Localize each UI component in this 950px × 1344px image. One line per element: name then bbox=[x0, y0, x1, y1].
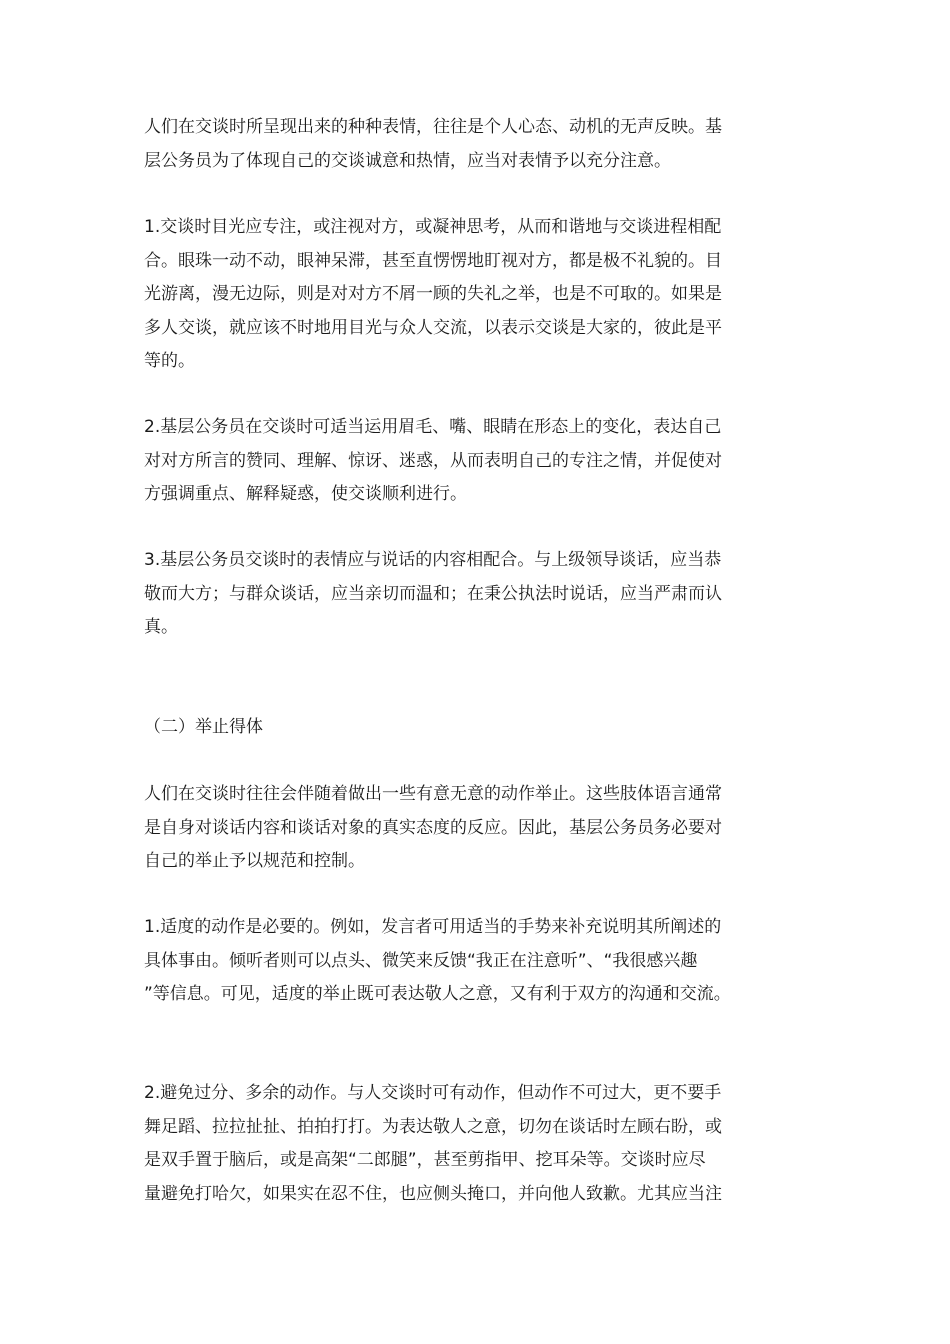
text-line: 方强调重点、解释疑惑，使交谈顺利进行。 bbox=[144, 484, 467, 504]
text-line: 合。眼珠一动不动，眼神呆滞，甚至直愣愣地盯视对方，都是极不礼貌的。目 bbox=[144, 250, 722, 271]
text-line: 2.基层公务员在交谈时可适当运用眉毛、嘴、眼睛在形态上的变化，表达自己 bbox=[144, 417, 722, 437]
text-line: 对对方所言的赞同、理解、惊讶、迷惑，从而表明自己的专注之情，并促使对 bbox=[144, 450, 722, 471]
text-line: 人们在交谈时往往会伴随着做出一些有意无意的动作举止。这些肢体语言通常 bbox=[144, 784, 722, 804]
text-line: 等的。 bbox=[144, 351, 195, 371]
paragraph-behavior-intro bbox=[144, 778, 814, 879]
paragraph-behavior-point-2 bbox=[144, 1077, 814, 1211]
text-line: 1.适度的动作是必要的。例如，发言者可用适当的手势来补充说明其所阐述的 bbox=[144, 917, 722, 937]
text-line: 是自身对谈话内容和谈话对象的真实态度的反应。因此，基层公务员务必要对 bbox=[144, 817, 722, 838]
text-line: ”等信息。可见，适度的举止既可表达敬人之意，又有利于双方的沟通和交流。 bbox=[144, 984, 731, 1004]
text-line: 具体事由。倾听者则可以点头、微笑来反馈“我正在注意听”、“我很感兴趣 bbox=[144, 950, 698, 971]
text-line: 敬而大方；与群众谈话，应当亲切而温和；在秉公执法时说话，应当严肃而认 bbox=[144, 583, 722, 604]
text-line: 人们在交谈时所呈现出来的种种表情，往往是个人心态、动机的无声反映。基 bbox=[144, 117, 722, 137]
section-heading-text: （二）举止得体 bbox=[144, 717, 263, 737]
text-line: 2.避免过分、多余的动作。与人交谈时可有动作，但动作不可过大，更不要手 bbox=[144, 1083, 722, 1103]
text-line: 3.基层公务员交谈时的表情应与说话的内容相配合。与上级领导谈话，应当恭 bbox=[144, 550, 722, 570]
text-line: 是双手置于脑后，或是高架“二郎腿”，甚至剪指甲、挖耳朵等。交谈时应尽 bbox=[144, 1150, 706, 1170]
text-line: 层公务员为了体现自己的交谈诚意和热情，应当对表情予以充分注意。 bbox=[144, 150, 671, 171]
text-line: 真。 bbox=[144, 617, 178, 637]
paragraph-point-1-gaze bbox=[144, 211, 814, 379]
text-line: 光游离，漫无边际，则是对对方不屑一顾的失礼之举，也是不可取的。如果是 bbox=[144, 284, 722, 304]
paragraph-expression-intro bbox=[144, 111, 814, 178]
paragraph-point-2-facial bbox=[144, 411, 814, 512]
section-heading bbox=[144, 711, 814, 745]
text-line: 多人交谈，就应该不时地用目光与众人交流，以表示交谈是大家的，彼此是平 bbox=[144, 317, 722, 338]
text-line: 量避免打哈欠，如果实在忍不住，也应侧头掩口，并向他人致歉。尤其应当注 bbox=[144, 1183, 722, 1204]
text-line: 自己的举止予以规范和控制。 bbox=[144, 851, 365, 871]
text-line: 舞足蹈、拉拉扯扯、拍拍打打。为表达敬人之意，切勿在谈话时左顾右盼，或 bbox=[144, 1116, 722, 1137]
paragraph-behavior-point-1 bbox=[144, 911, 814, 1012]
text-line: 1.交谈时目光应专注，或注视对方，或凝神思考，从而和谐地与交谈进程相配 bbox=[144, 217, 722, 237]
paragraph-point-3-context bbox=[144, 544, 814, 645]
